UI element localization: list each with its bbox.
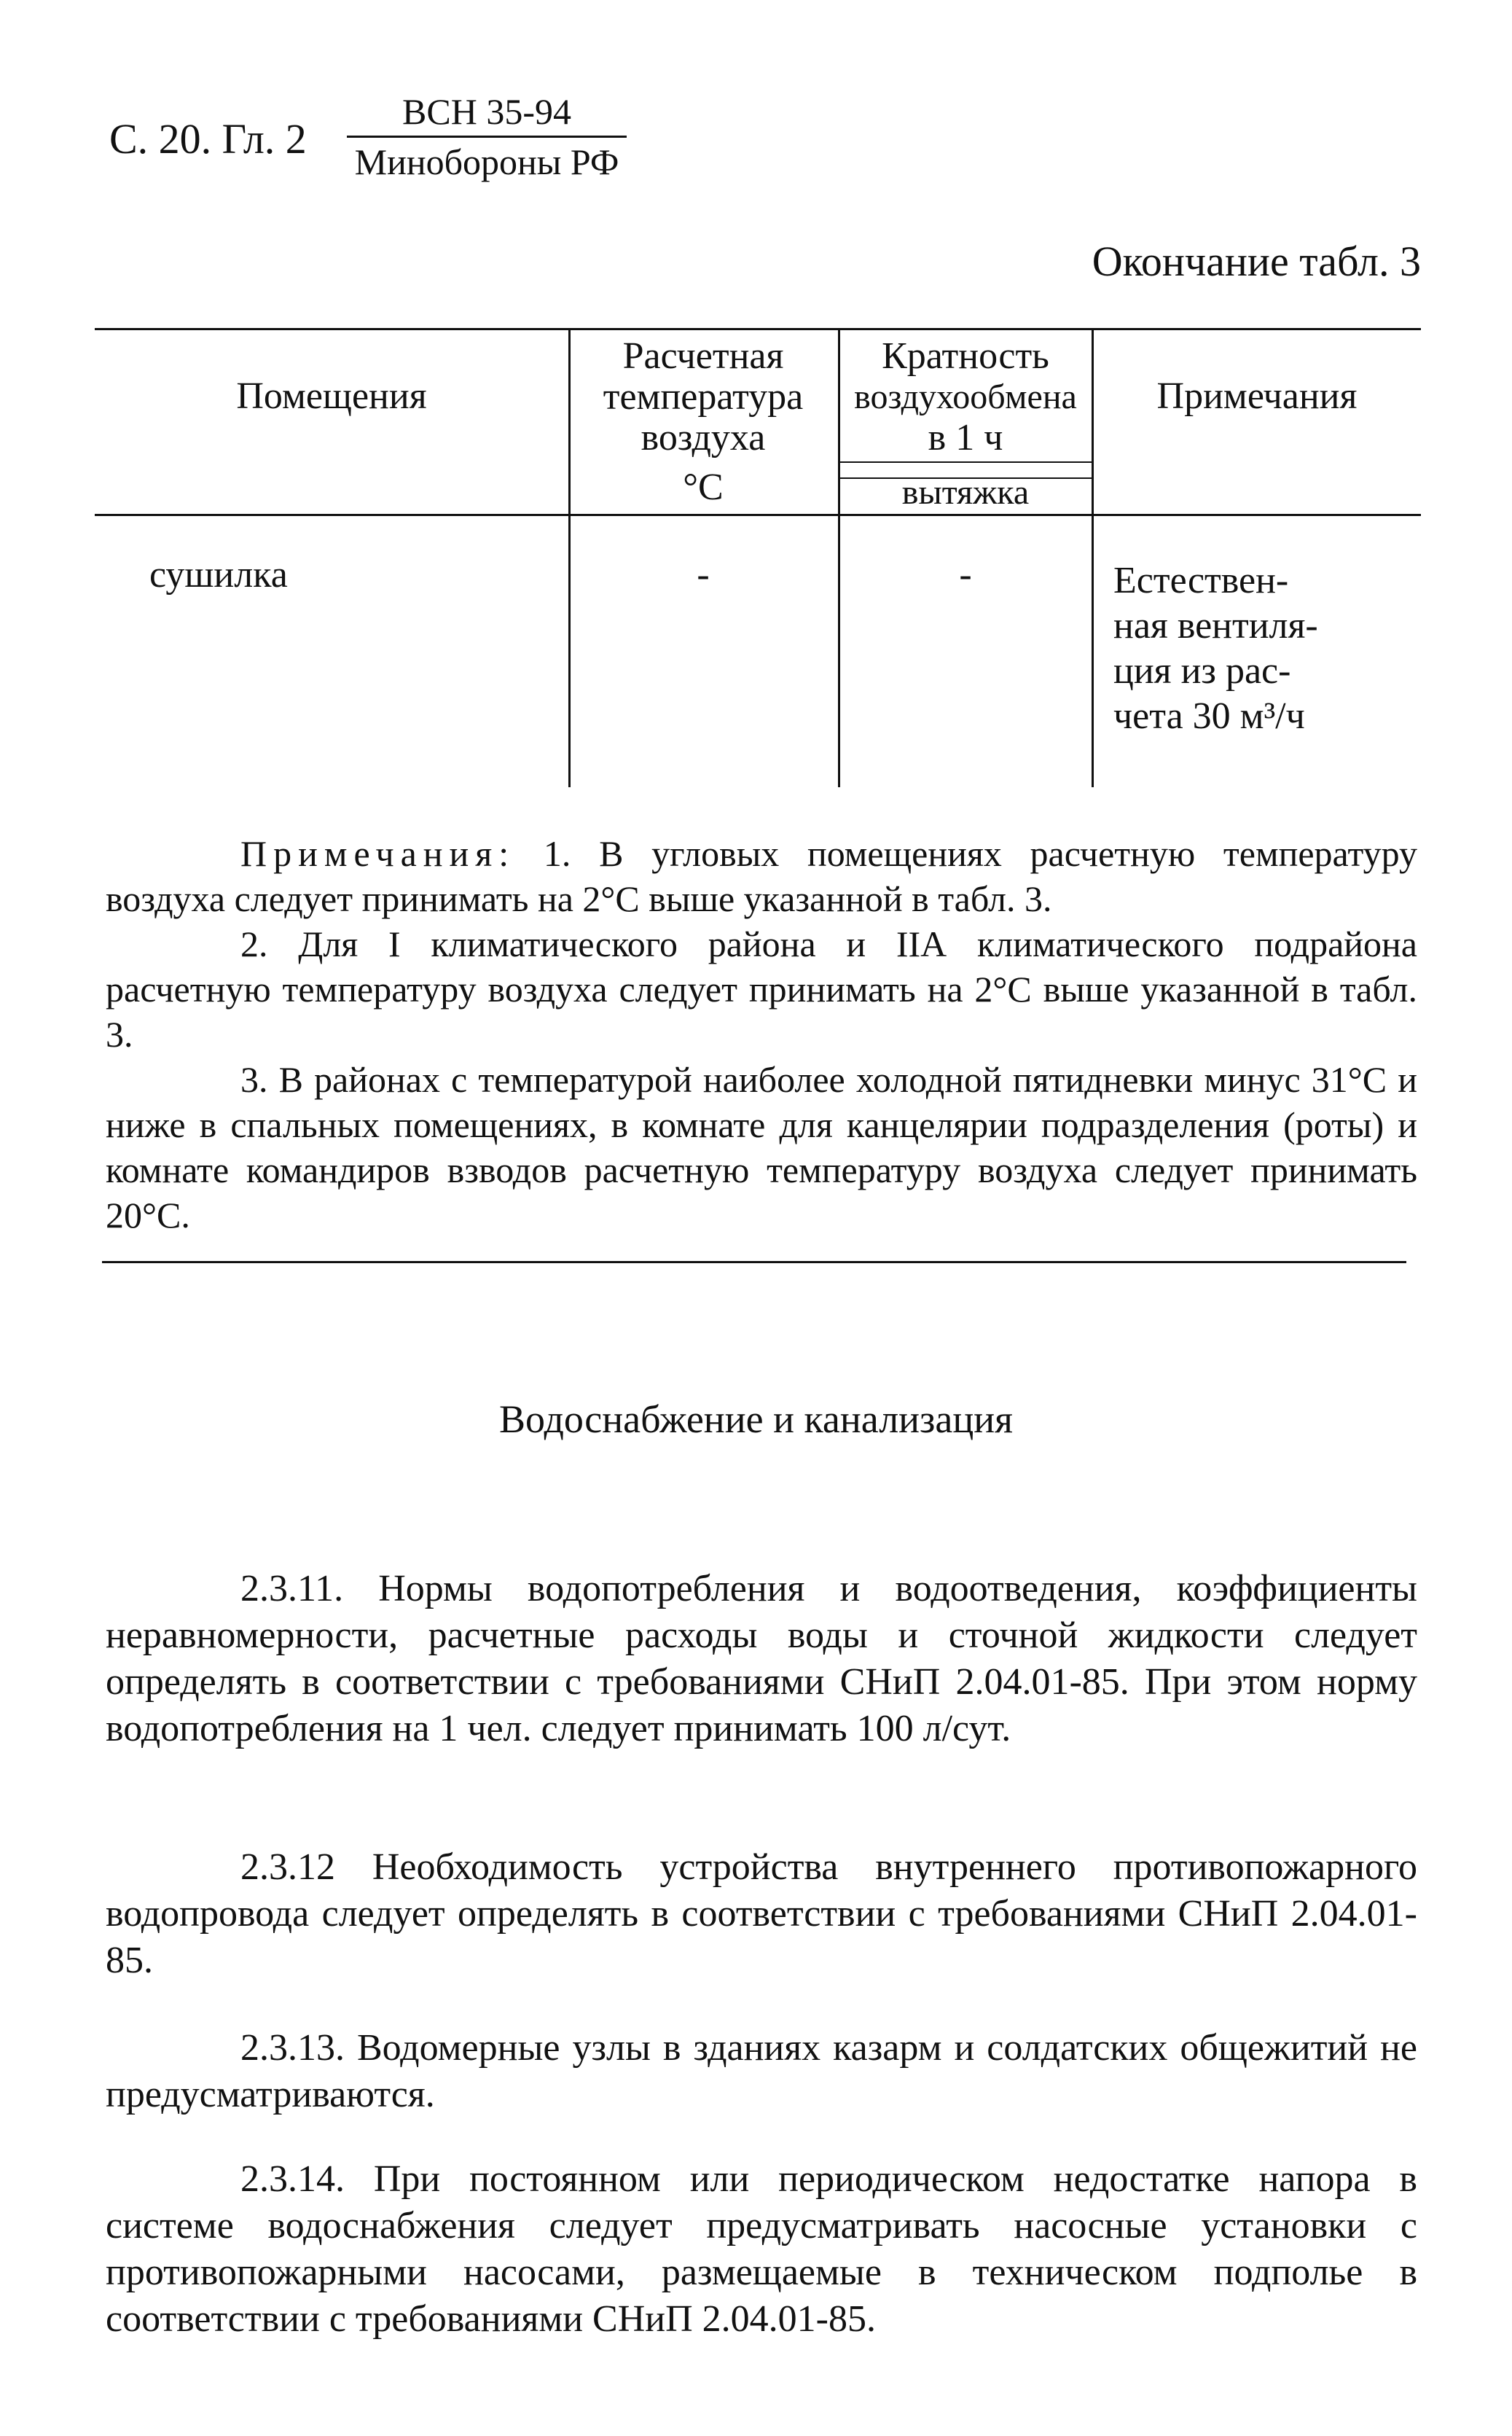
document-code: ВСН 35-94 [347, 93, 627, 138]
note-1-text: 1. В угловых помещениях расчетную температуру воздуха следует принимать на 2°С выше указанной в табл. 3. [106, 833, 1417, 919]
paragraph-2-3-14: 2.3.14. При постоянном или периодическом недостатке напора в системе водоснабжения следует предусматривать насосные установки с противопожарными насосами, размещаемые в техническом подполье в соответствии с требованиями СНиП 2.04.01-85. [106, 2158, 1417, 2340]
row-note-line1: Естествен- [1113, 560, 1289, 601]
document-code-block [341, 93, 632, 180]
page-reference: С. 20. Гл. 2 [109, 115, 307, 163]
table-top-rule [95, 328, 1421, 330]
row-exhaust: - [959, 554, 972, 596]
row-temp: - [697, 554, 710, 596]
header-temp-unit: °С [683, 466, 724, 508]
paragraph-2-3-12: 2.3.12 Необходимость устройства внутреннего противопожарного водопровода следует определять в соответствии с требованиями СНиП 2.04.01-85. [106, 1846, 1417, 1981]
row-note-line4: чета 30 м³/ч [1113, 695, 1305, 737]
table-subheader-rule [838, 461, 1093, 463]
header-rate-exhaust: вытяжка [901, 473, 1030, 512]
note-3: 3. В районах с температурой наиболее холодной пятидневки минус 31°С и ниже в спальных помещениях, в комнате для канцелярии подразделения (роты) и комнате командиров взводов расчетную температуру воздуха следует принимать 20°С. [106, 1059, 1417, 1235]
header-temp-line1: Расчетная [622, 335, 784, 377]
header-rate-line2: воздухообмена [854, 378, 1077, 416]
table-caption: Окончание табл. 3 [1092, 238, 1421, 285]
header-rooms: Помещения [236, 375, 427, 417]
row-note-line3: ция из рас- [1113, 650, 1291, 692]
header-temp-line2: температура [603, 376, 804, 418]
note-1 [106, 831, 1417, 921]
paragraph-2-3-11: 2.3.11. Нормы водопотребления и водоотведения, коэффициенты неравномерности, расчетные расходы воды и сточной жидкости следует определять в соответствии с требованиями СНиП 2.04.01-85. При этом норму водопотребления на 1 чел. следует принимать 100 л/сут. [106, 1568, 1417, 1749]
ventilation-table [95, 328, 1421, 787]
row-room: сушилка [149, 554, 288, 596]
ministry-name: Минобороны РФ [354, 141, 619, 182]
table-notes [106, 831, 1417, 1238]
section-title: Водоснабжение и канализация [499, 1397, 1013, 1441]
section-divider [102, 1261, 1406, 1263]
header-rate-line3: в 1 ч [928, 417, 1003, 458]
table-header-rule [95, 514, 1421, 516]
header-temp-line3: воздуха [641, 417, 766, 458]
paragraph-2-3-13: 2.3.13. Водомерные узлы в зданиях казарм и солдатских общежитий не предусматриваются. [106, 2027, 1417, 2115]
row-note-line2: ная вентиля- [1113, 605, 1318, 647]
header-notes: Примечания [1156, 375, 1358, 417]
note-2: 2. Для I климатического района и IIА климатического подрайона расчетную температуру воздуха следует принимать на 2°С выше указанной в табл. 3. [106, 924, 1417, 1055]
notes-label: Примечания: [240, 833, 516, 874]
header-rate-line1: Кратность [882, 335, 1049, 377]
